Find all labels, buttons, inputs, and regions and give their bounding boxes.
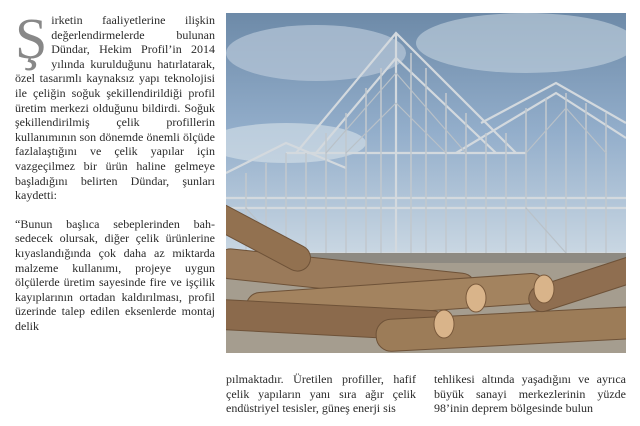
article-column-2: [226, 372, 416, 416]
photo-illustration: [226, 13, 626, 353]
quote-paragraph: “Bunun başlıca sebeplerinden bahsedecek olursak, diğer çelik ürünlerine kıyaslandığında çok daha az miktarda malzeme kullanımı, projeye uygun ölçülerde üretim sayesinde fire ve işçilik kayıplarının ortadan kaldırılması, profil üzerinde talep edilen eksenlerde montaj delik: [15, 216, 215, 333]
article-column-3: [434, 372, 626, 416]
intro-text: irketin faaliyetlerine ilişkin değerlendirmelerde bulunan Dündar, Hekim Profil’in 2014 yılında kurulduğunu hatırlatarak, özel tasarımlı kaynaksız yapı teknolojisi ile çeliğin soğuk şekillendirildiği profil üretim merkezi olduğunu bildirdi. Soğuk şekillendirilmiş çelik profillerin kullanımının son dönemde önemli ölçüde fazlalaştığını ve çelik yapılar için vazgeçilmez bir ürün haline gelmeye başladığını belirten Dündar, şunları kaydetti:: [15, 13, 215, 203]
column-3-text: tehlikesi altında yaşadığını ve ayrıca büyük sanayi merkezlerinin yüzde 98’inin deprem bölgesinde bulun: [434, 372, 626, 416]
drop-cap: Ş: [15, 6, 48, 71]
intro-paragraph: [15, 6, 215, 203]
steel-frame-house-photo: [226, 13, 626, 353]
column-2-text: pılmaktadır. Üretilen profiller, hafif çelik yapıların yanı sıra ağır çelik endüstriyel tesisler, güneş enerji sis: [226, 372, 416, 416]
article-column-1: [15, 6, 215, 333]
